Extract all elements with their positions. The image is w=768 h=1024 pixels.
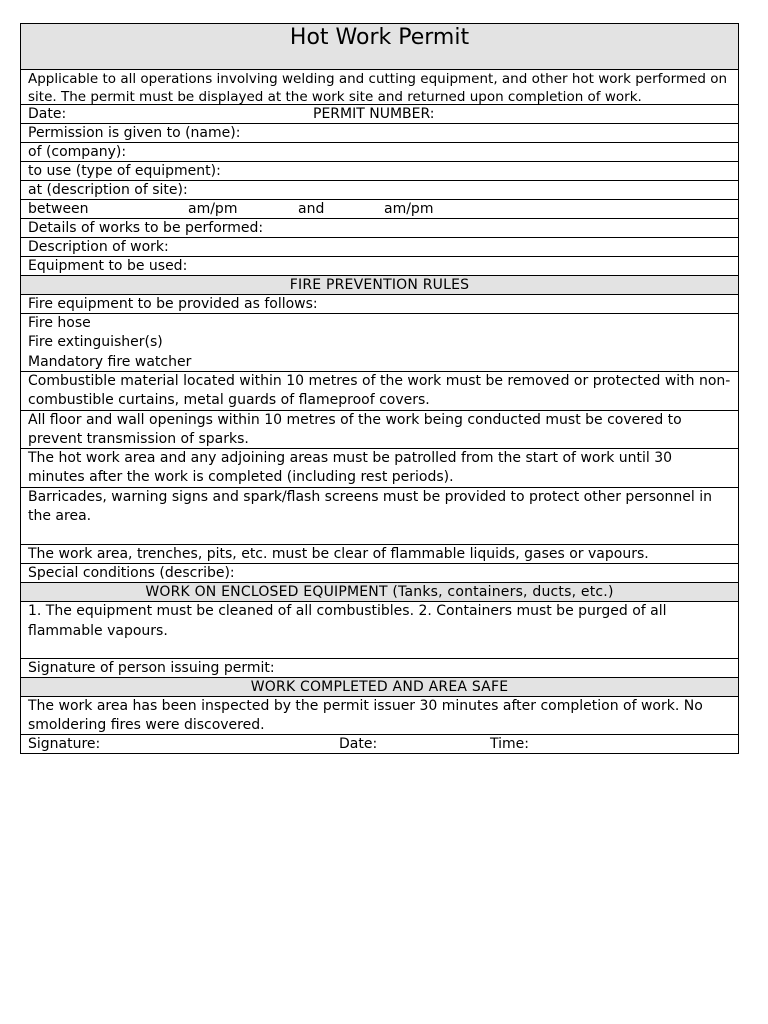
issuer-signature-field[interactable]: Signature of person issuing permit:: [21, 658, 738, 677]
enclosed-equipment-heading: WORK ON ENCLOSED EQUIPMENT (Tanks, containers, ducts, etc.): [21, 582, 738, 601]
fire-equipment-list: [21, 313, 738, 371]
equipment-type-field[interactable]: to use (type of equipment):: [21, 161, 738, 180]
rule-combustible: Combustible material located within 10 metres of the work must be removed or protected with non-combustible curtains, metal guards of flameproof covers.: [21, 371, 738, 410]
time-range-row[interactable]: [21, 199, 738, 218]
permit-intro: Applicable to all operations involving welding and cutting equipment, and other hot work performed on site. The permit must be displayed at the work site and returned upon completion of work.: [21, 69, 738, 104]
list-item: Fire hose: [28, 315, 91, 331]
special-conditions-field[interactable]: Special conditions (describe):: [21, 563, 738, 582]
completion-time-label: Time:: [490, 736, 529, 752]
description-field[interactable]: Description of work:: [21, 237, 738, 256]
completion-date-label: Date:: [339, 736, 378, 752]
rule-patrol: The hot work area and any adjoining areas must be patrolled from the start of work until 30 minutes after the work is completed (including rest periods).: [21, 448, 738, 487]
list-item: Mandatory fire watcher: [28, 353, 192, 370]
signature-label: Signature:: [28, 736, 101, 752]
completion-signature-row[interactable]: [21, 734, 738, 753]
between-label: between: [28, 201, 89, 217]
fire-equipment-intro: Fire equipment to be provided as follows:: [21, 294, 738, 313]
equipment-used-field[interactable]: Equipment to be used:: [21, 256, 738, 275]
start-ampm-label: am/pm: [188, 201, 238, 217]
completion-statement: The work area has been inspected by the permit issuer 30 minutes after completion of work. No smoldering fires were discovered.: [21, 696, 738, 734]
rule-clear: The work area, trenches, pits, etc. must be clear of flammable liquids, gases or vapours.: [21, 544, 738, 563]
date-permit-row: [21, 104, 738, 123]
enclosed-equipment-rules: 1. The equipment must be cleaned of all combustibles. 2. Containers must be purged of all flammable vapours.: [21, 601, 738, 658]
list-item: Fire extinguisher(s): [28, 334, 163, 351]
work-completed-heading: WORK COMPLETED AND AREA SAFE: [21, 677, 738, 696]
end-ampm-label: am/pm: [384, 201, 434, 217]
permit-number-label: PERMIT NUMBER:: [313, 106, 435, 122]
date-label: Date:: [28, 106, 67, 122]
hot-work-permit-form: [20, 23, 739, 754]
company-field[interactable]: of (company):: [21, 142, 738, 161]
site-description-field[interactable]: at (description of site):: [21, 180, 738, 199]
permit-title: Hot Work Permit: [21, 24, 738, 69]
rule-openings: All floor and wall openings within 10 metres of the work being conducted must be covered to prevent transmission of sparks.: [21, 410, 738, 448]
fire-prevention-heading: FIRE PREVENTION RULES: [21, 275, 738, 294]
rule-barricades: Barricades, warning signs and spark/flash screens must be provided to protect other personnel in the area.: [21, 487, 738, 544]
permission-name-field[interactable]: Permission is given to (name):: [21, 123, 738, 142]
and-label: and: [298, 201, 325, 217]
details-field[interactable]: Details of works to be performed:: [21, 218, 738, 237]
